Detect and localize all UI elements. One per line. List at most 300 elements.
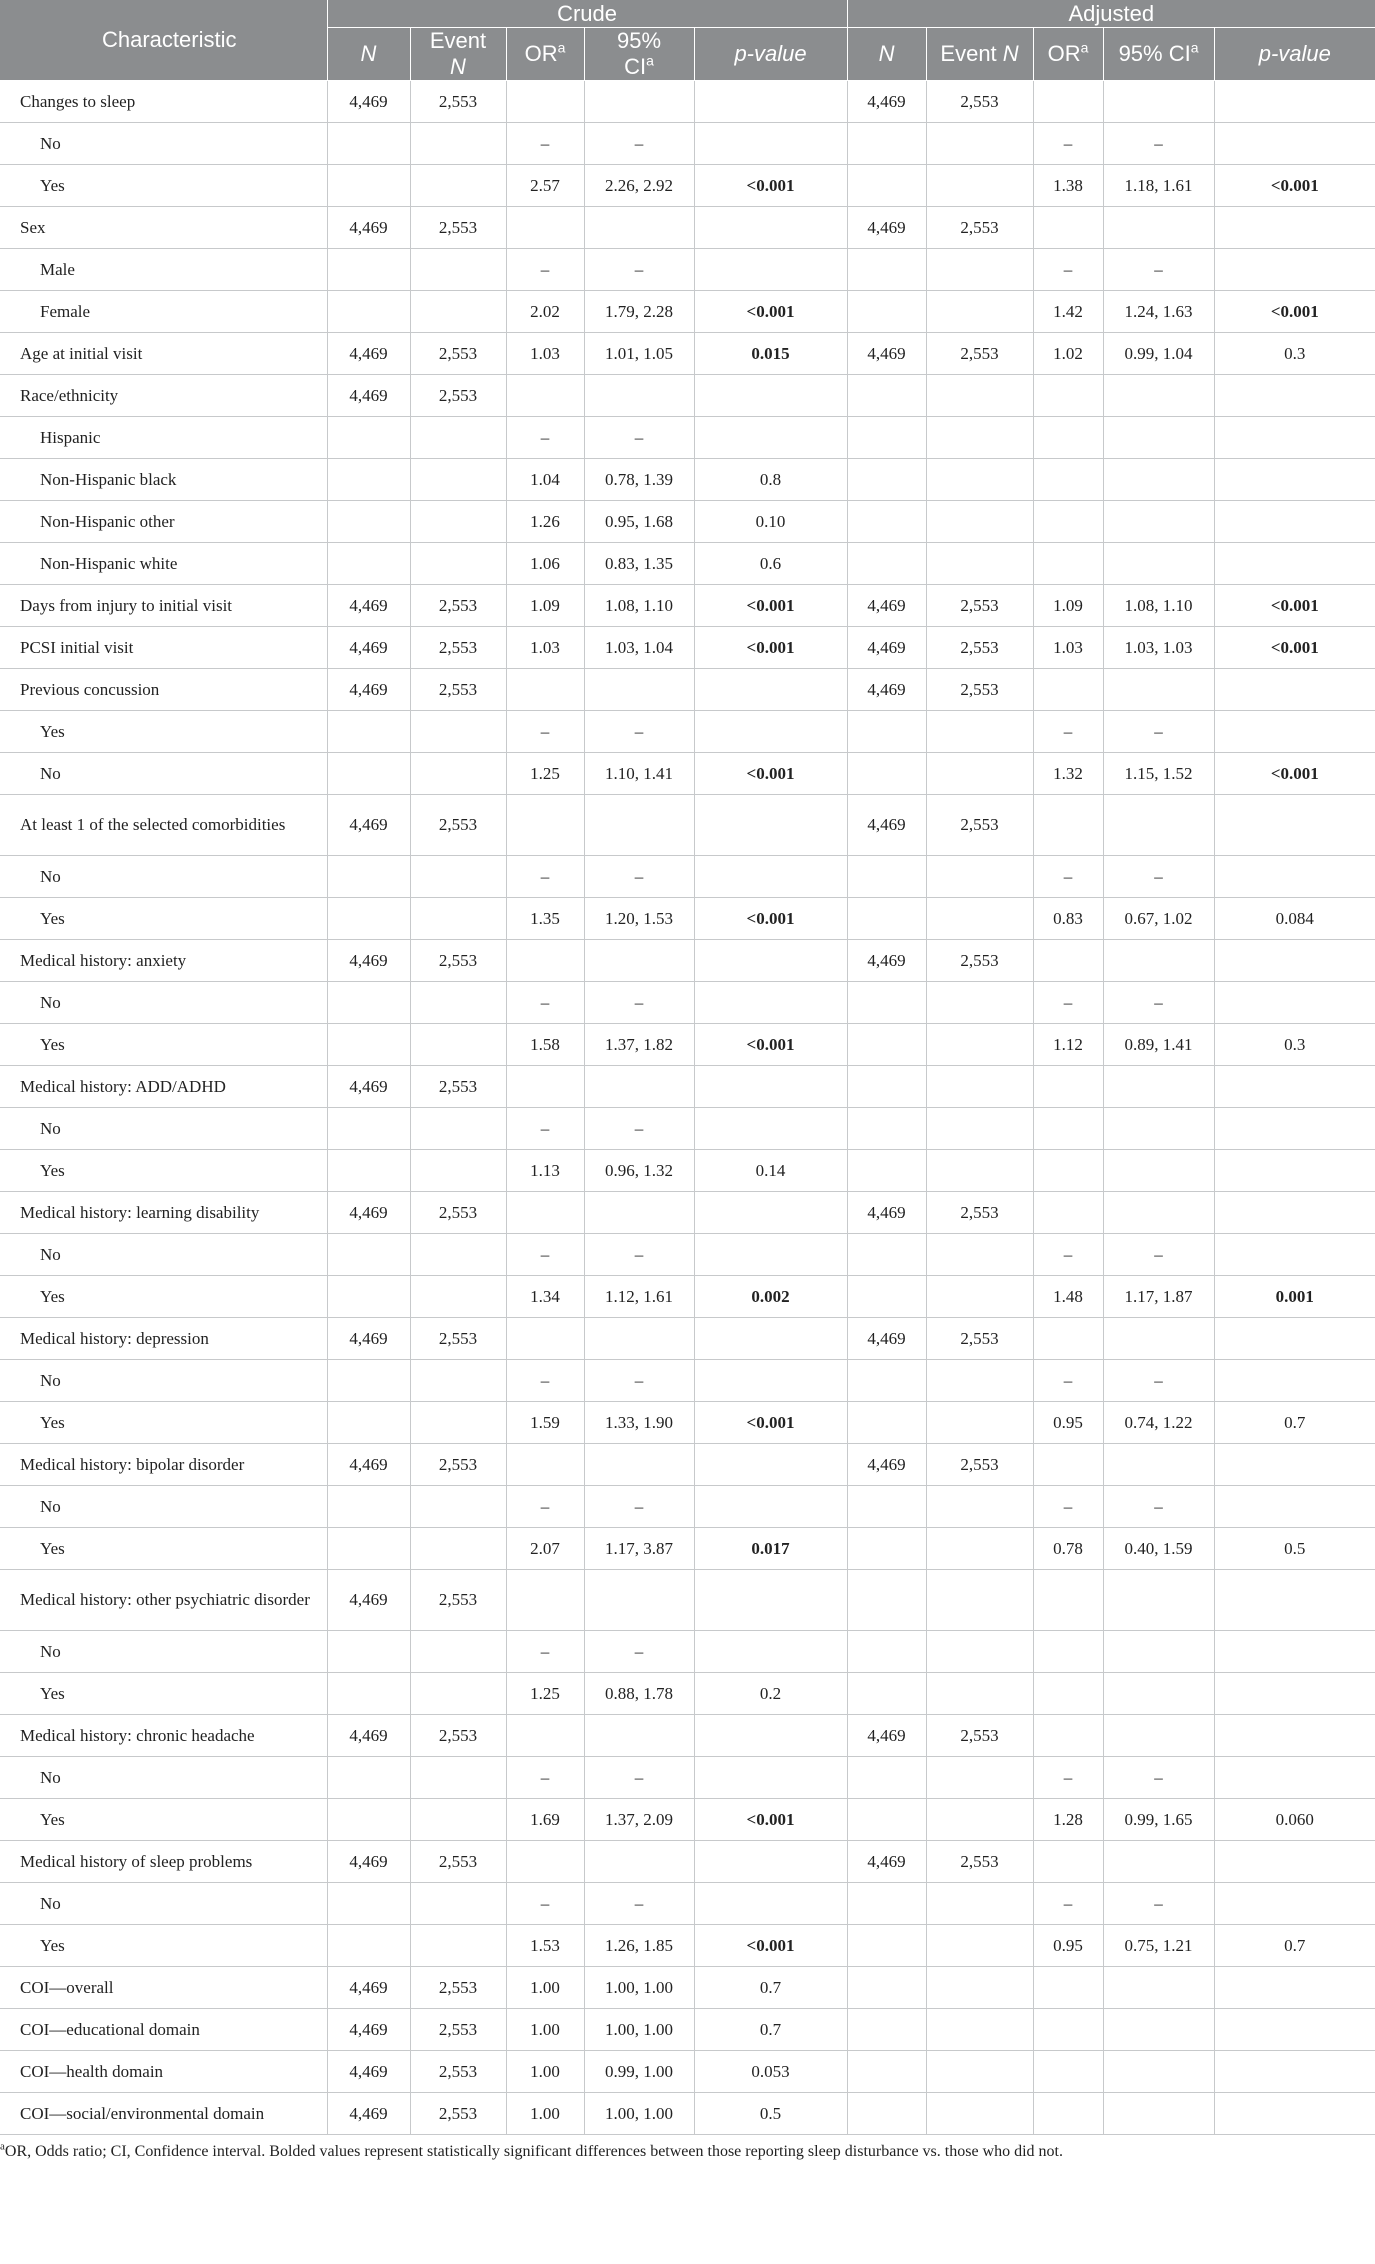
- cell-crude-p-value: [694, 940, 847, 982]
- cell-crude-n: [327, 1486, 410, 1528]
- cell-adjusted-event-n: [926, 501, 1033, 543]
- cell-crude-or: 1.59: [506, 1402, 584, 1444]
- cell-adjusted-ci: [1103, 1631, 1214, 1673]
- cell-crude-event-n: 2,553: [410, 1841, 506, 1883]
- cell-adjusted-event-n: [926, 123, 1033, 165]
- cell-adjusted-ci: [1103, 1715, 1214, 1757]
- cell-adjusted-n: [847, 1757, 926, 1799]
- cell-crude-n: [327, 291, 410, 333]
- table-row: [0, 207, 1375, 249]
- cell-crude-ci: 1.33, 1.90: [584, 1402, 694, 1444]
- cell-crude-event-n: [410, 459, 506, 501]
- cell-adjusted-or: 1.38: [1033, 165, 1103, 207]
- cell-adjusted-p-value: [1214, 2051, 1375, 2093]
- cell-crude-ci: [584, 81, 694, 123]
- header-adjusted-event-n: Event N: [926, 28, 1033, 81]
- row-label: Medical history: anxiety: [0, 940, 327, 982]
- cell-adjusted-or: [1033, 2051, 1103, 2093]
- cell-crude-event-n: [410, 165, 506, 207]
- cell-crude-p-value: [694, 1192, 847, 1234]
- cell-adjusted-p-value: <0.001: [1214, 753, 1375, 795]
- cell-adjusted-n: [847, 982, 926, 1024]
- cell-adjusted-n: [847, 753, 926, 795]
- cell-adjusted-p-value: [1214, 1234, 1375, 1276]
- header-adjusted-ci: 95% $CI^a$: [1103, 28, 1214, 81]
- row-label: No: [0, 1234, 327, 1276]
- cell-crude-event-n: [410, 1108, 506, 1150]
- cell-crude-ci: –: [584, 1108, 694, 1150]
- cell-adjusted-or: [1033, 543, 1103, 585]
- cell-adjusted-n: [847, 1276, 926, 1318]
- row-label: No: [0, 982, 327, 1024]
- cell-adjusted-n: 4,469: [847, 585, 926, 627]
- cell-adjusted-p-value: [1214, 1715, 1375, 1757]
- cell-crude-ci: [584, 375, 694, 417]
- cell-crude-p-value: [694, 1234, 847, 1276]
- cell-adjusted-p-value: [1214, 459, 1375, 501]
- table-row: [0, 459, 1375, 501]
- table-row: [0, 585, 1375, 627]
- cell-adjusted-or: [1033, 2093, 1103, 2135]
- cell-crude-or: [506, 1715, 584, 1757]
- cell-adjusted-or: [1033, 81, 1103, 123]
- cell-adjusted-event-n: [926, 1066, 1033, 1108]
- row-label: Medical history of sleep problems: [0, 1841, 327, 1883]
- cell-crude-n: 4,469: [327, 1570, 410, 1631]
- cell-crude-or: 1.04: [506, 459, 584, 501]
- cell-adjusted-ci: –: [1103, 1486, 1214, 1528]
- table-row: [0, 1570, 1375, 1631]
- cell-adjusted-ci: [1103, 1066, 1214, 1108]
- cell-crude-or: 1.53: [506, 1925, 584, 1967]
- row-label: Sex: [0, 207, 327, 249]
- header-adjusted-or: $OR^a$: [1033, 28, 1103, 81]
- cell-adjusted-ci: 0.99, 1.65: [1103, 1799, 1214, 1841]
- cell-crude-p-value: 0.5: [694, 2093, 847, 2135]
- cell-crude-ci: –: [584, 417, 694, 459]
- cell-adjusted-ci: 1.08, 1.10: [1103, 585, 1214, 627]
- cell-crude-ci: [584, 1066, 694, 1108]
- row-label: Yes: [0, 1528, 327, 1570]
- cell-adjusted-event-n: [926, 1528, 1033, 1570]
- cell-crude-n: [327, 1799, 410, 1841]
- cell-adjusted-event-n: [926, 1925, 1033, 1967]
- cell-adjusted-or: [1033, 1570, 1103, 1631]
- cell-adjusted-or: [1033, 1631, 1103, 1673]
- cell-crude-or: [506, 375, 584, 417]
- cell-crude-ci: –: [584, 711, 694, 753]
- row-label: COI—health domain: [0, 2051, 327, 2093]
- table-row: [0, 2051, 1375, 2093]
- cell-adjusted-n: [847, 1799, 926, 1841]
- cell-crude-or: [506, 1192, 584, 1234]
- cell-crude-event-n: 2,553: [410, 1318, 506, 1360]
- cell-adjusted-n: [847, 123, 926, 165]
- cell-adjusted-p-value: [1214, 123, 1375, 165]
- cell-adjusted-n: [847, 543, 926, 585]
- cell-crude-event-n: 2,553: [410, 585, 506, 627]
- cell-crude-event-n: [410, 1234, 506, 1276]
- cell-crude-event-n: 2,553: [410, 1570, 506, 1631]
- cell-adjusted-ci: [1103, 1673, 1214, 1715]
- row-label: Previous concussion: [0, 669, 327, 711]
- cell-crude-event-n: [410, 1276, 506, 1318]
- cell-crude-p-value: [694, 417, 847, 459]
- cell-crude-or: [506, 1570, 584, 1631]
- cell-crude-or: –: [506, 1883, 584, 1925]
- cell-crude-ci: 0.99, 1.00: [584, 2051, 694, 2093]
- cell-adjusted-n: [847, 1528, 926, 1570]
- row-label: Medical history: depression: [0, 1318, 327, 1360]
- cell-crude-n: [327, 1757, 410, 1799]
- cell-crude-ci: 1.26, 1.85: [584, 1925, 694, 1967]
- cell-crude-or: 1.35: [506, 898, 584, 940]
- cell-adjusted-p-value: 0.5: [1214, 1528, 1375, 1570]
- cell-crude-event-n: 2,553: [410, 940, 506, 982]
- cell-adjusted-event-n: 2,553: [926, 333, 1033, 375]
- cell-adjusted-ci: [1103, 2009, 1214, 2051]
- cell-crude-ci: 1.20, 1.53: [584, 898, 694, 940]
- cell-crude-ci: 1.08, 1.10: [584, 585, 694, 627]
- cell-crude-p-value: [694, 249, 847, 291]
- cell-adjusted-p-value: [1214, 1192, 1375, 1234]
- cell-crude-or: 1.03: [506, 627, 584, 669]
- cell-adjusted-ci: –: [1103, 1234, 1214, 1276]
- cell-adjusted-ci: 1.24, 1.63: [1103, 291, 1214, 333]
- cell-crude-or: 2.02: [506, 291, 584, 333]
- cell-crude-n: 4,469: [327, 795, 410, 856]
- cell-adjusted-p-value: <0.001: [1214, 165, 1375, 207]
- cell-adjusted-or: [1033, 501, 1103, 543]
- cell-crude-p-value: 0.002: [694, 1276, 847, 1318]
- table-row: [0, 1841, 1375, 1883]
- cell-adjusted-p-value: [1214, 2093, 1375, 2135]
- cell-crude-ci: 1.79, 2.28: [584, 291, 694, 333]
- cell-crude-n: 4,469: [327, 1066, 410, 1108]
- cell-crude-ci: [584, 1570, 694, 1631]
- cell-crude-n: [327, 1108, 410, 1150]
- cell-adjusted-p-value: [1214, 375, 1375, 417]
- cell-crude-event-n: [410, 856, 506, 898]
- row-label: Yes: [0, 1673, 327, 1715]
- cell-adjusted-n: [847, 459, 926, 501]
- cell-crude-event-n: [410, 1757, 506, 1799]
- cell-adjusted-or: [1033, 2009, 1103, 2051]
- cell-crude-or: 1.25: [506, 1673, 584, 1715]
- cell-crude-p-value: [694, 711, 847, 753]
- cell-adjusted-n: 4,469: [847, 1715, 926, 1757]
- cell-crude-event-n: [410, 1528, 506, 1570]
- cell-adjusted-or: 1.02: [1033, 333, 1103, 375]
- cell-crude-ci: –: [584, 856, 694, 898]
- cell-adjusted-n: 4,469: [847, 669, 926, 711]
- cell-crude-p-value: [694, 1108, 847, 1150]
- table-row: [0, 1528, 1375, 1570]
- cell-adjusted-or: [1033, 375, 1103, 417]
- cell-crude-or: –: [506, 856, 584, 898]
- cell-adjusted-n: [847, 165, 926, 207]
- cell-crude-p-value: 0.053: [694, 2051, 847, 2093]
- cell-crude-n: 4,469: [327, 375, 410, 417]
- cell-adjusted-n: [847, 898, 926, 940]
- table-row: [0, 1799, 1375, 1841]
- cell-adjusted-n: 4,469: [847, 1318, 926, 1360]
- cell-adjusted-p-value: [1214, 1444, 1375, 1486]
- cell-adjusted-n: 4,469: [847, 1192, 926, 1234]
- cell-crude-p-value: <0.001: [694, 898, 847, 940]
- cell-crude-n: [327, 856, 410, 898]
- cell-crude-event-n: [410, 249, 506, 291]
- cell-adjusted-or: [1033, 1444, 1103, 1486]
- cell-crude-ci: –: [584, 1631, 694, 1673]
- cell-crude-event-n: [410, 291, 506, 333]
- cell-adjusted-p-value: 0.7: [1214, 1925, 1375, 1967]
- row-label: Medical history: other psychiatric disorder: [0, 1570, 327, 1631]
- cell-adjusted-ci: [1103, 417, 1214, 459]
- table-row: [0, 627, 1375, 669]
- cell-adjusted-p-value: [1214, 207, 1375, 249]
- cell-crude-or: 1.00: [506, 2009, 584, 2051]
- cell-adjusted-n: [847, 1108, 926, 1150]
- table-row: [0, 1444, 1375, 1486]
- cell-adjusted-ci: 1.17, 1.87: [1103, 1276, 1214, 1318]
- cell-adjusted-event-n: 2,553: [926, 795, 1033, 856]
- cell-adjusted-event-n: 2,553: [926, 940, 1033, 982]
- cell-adjusted-p-value: 0.084: [1214, 898, 1375, 940]
- cell-crude-p-value: <0.001: [694, 291, 847, 333]
- row-label: Medical history: ADD/ADHD: [0, 1066, 327, 1108]
- cell-adjusted-ci: 1.03, 1.03: [1103, 627, 1214, 669]
- cell-adjusted-p-value: 0.060: [1214, 1799, 1375, 1841]
- cell-adjusted-event-n: [926, 856, 1033, 898]
- cell-adjusted-or: [1033, 1715, 1103, 1757]
- cell-adjusted-n: [847, 1234, 926, 1276]
- cell-crude-ci: 1.03, 1.04: [584, 627, 694, 669]
- cell-crude-event-n: [410, 501, 506, 543]
- cell-adjusted-or: [1033, 795, 1103, 856]
- cell-adjusted-event-n: 2,553: [926, 669, 1033, 711]
- cell-adjusted-n: [847, 2009, 926, 2051]
- row-label: No: [0, 1486, 327, 1528]
- cell-adjusted-or: –: [1033, 982, 1103, 1024]
- cell-adjusted-event-n: 2,553: [926, 627, 1033, 669]
- cell-crude-p-value: [694, 1841, 847, 1883]
- cell-adjusted-p-value: [1214, 856, 1375, 898]
- cell-crude-event-n: [410, 1024, 506, 1066]
- cell-adjusted-p-value: [1214, 1757, 1375, 1799]
- cell-adjusted-event-n: [926, 1402, 1033, 1444]
- cell-crude-or: [506, 1318, 584, 1360]
- cell-crude-n: [327, 249, 410, 291]
- row-label: Yes: [0, 165, 327, 207]
- cell-adjusted-p-value: [1214, 417, 1375, 459]
- cell-crude-ci: –: [584, 1360, 694, 1402]
- cell-adjusted-ci: [1103, 501, 1214, 543]
- cell-adjusted-ci: –: [1103, 249, 1214, 291]
- cell-crude-or: 1.58: [506, 1024, 584, 1066]
- cell-crude-ci: [584, 669, 694, 711]
- table-row: [0, 81, 1375, 123]
- cell-adjusted-p-value: 0.001: [1214, 1276, 1375, 1318]
- cell-crude-n: [327, 1150, 410, 1192]
- row-label: COI—social/environmental domain: [0, 2093, 327, 2135]
- cell-crude-event-n: [410, 753, 506, 795]
- header-crude-ci: 95% $CI^a$: [584, 28, 694, 81]
- cell-adjusted-or: 1.42: [1033, 291, 1103, 333]
- cell-adjusted-or: [1033, 1967, 1103, 2009]
- cell-crude-event-n: [410, 1883, 506, 1925]
- cell-crude-ci: 1.00, 1.00: [584, 1967, 694, 2009]
- cell-adjusted-ci: –: [1103, 123, 1214, 165]
- cell-adjusted-or: [1033, 459, 1103, 501]
- cell-adjusted-event-n: [926, 249, 1033, 291]
- cell-adjusted-event-n: 2,553: [926, 1841, 1033, 1883]
- cell-crude-p-value: [694, 1883, 847, 1925]
- cell-crude-p-value: [694, 1360, 847, 1402]
- cell-crude-event-n: 2,553: [410, 375, 506, 417]
- cell-crude-n: [327, 982, 410, 1024]
- cell-crude-p-value: [694, 207, 847, 249]
- cell-adjusted-ci: –: [1103, 1360, 1214, 1402]
- row-label: No: [0, 1757, 327, 1799]
- row-label: Non-Hispanic white: [0, 543, 327, 585]
- cell-adjusted-event-n: [926, 1108, 1033, 1150]
- row-label: Race/ethnicity: [0, 375, 327, 417]
- cell-adjusted-p-value: 0.3: [1214, 333, 1375, 375]
- cell-adjusted-n: [847, 1673, 926, 1715]
- cell-adjusted-p-value: [1214, 940, 1375, 982]
- table-row: [0, 1883, 1375, 1925]
- cell-adjusted-n: [847, 249, 926, 291]
- cell-adjusted-n: 4,469: [847, 627, 926, 669]
- cell-crude-event-n: 2,553: [410, 1192, 506, 1234]
- cell-crude-n: 4,469: [327, 1967, 410, 2009]
- cell-crude-event-n: 2,553: [410, 1715, 506, 1757]
- cell-crude-ci: 1.17, 3.87: [584, 1528, 694, 1570]
- cell-adjusted-ci: –: [1103, 1883, 1214, 1925]
- cell-adjusted-n: [847, 1066, 926, 1108]
- cell-crude-p-value: [694, 1444, 847, 1486]
- cell-crude-ci: 1.10, 1.41: [584, 753, 694, 795]
- row-label: Medical history: bipolar disorder: [0, 1444, 327, 1486]
- cell-crude-n: [327, 123, 410, 165]
- cell-crude-or: [506, 207, 584, 249]
- cell-crude-ci: 1.00, 1.00: [584, 2093, 694, 2135]
- row-label: Yes: [0, 711, 327, 753]
- cell-adjusted-p-value: [1214, 669, 1375, 711]
- cell-adjusted-or: 1.48: [1033, 1276, 1103, 1318]
- header-crude-or: $OR^a$: [506, 28, 584, 81]
- cell-adjusted-p-value: [1214, 1066, 1375, 1108]
- cell-adjusted-or: [1033, 1108, 1103, 1150]
- cell-crude-n: 4,469: [327, 207, 410, 249]
- cell-adjusted-or: –: [1033, 1883, 1103, 1925]
- cell-crude-ci: –: [584, 249, 694, 291]
- cell-adjusted-event-n: [926, 2009, 1033, 2051]
- cell-adjusted-or: [1033, 1066, 1103, 1108]
- cell-crude-or: –: [506, 1108, 584, 1150]
- cell-crude-p-value: [694, 1486, 847, 1528]
- table-row: [0, 333, 1375, 375]
- row-label: No: [0, 1360, 327, 1402]
- cell-crude-p-value: 0.14: [694, 1150, 847, 1192]
- cell-adjusted-p-value: <0.001: [1214, 585, 1375, 627]
- table-row: [0, 1108, 1375, 1150]
- table-row: [0, 417, 1375, 459]
- cell-adjusted-n: [847, 856, 926, 898]
- cell-adjusted-ci: 1.18, 1.61: [1103, 165, 1214, 207]
- cell-adjusted-p-value: [1214, 1967, 1375, 2009]
- cell-adjusted-n: 4,469: [847, 207, 926, 249]
- cell-crude-ci: 0.78, 1.39: [584, 459, 694, 501]
- table-row: [0, 123, 1375, 165]
- cell-crude-n: [327, 459, 410, 501]
- cell-adjusted-n: [847, 1883, 926, 1925]
- cell-crude-ci: [584, 940, 694, 982]
- cell-adjusted-event-n: 2,553: [926, 1715, 1033, 1757]
- cell-adjusted-n: [847, 501, 926, 543]
- cell-adjusted-n: 4,469: [847, 1444, 926, 1486]
- cell-adjusted-or: –: [1033, 1486, 1103, 1528]
- cell-crude-p-value: 0.015: [694, 333, 847, 375]
- cell-crude-or: 1.26: [506, 501, 584, 543]
- table-row: [0, 982, 1375, 1024]
- cell-adjusted-event-n: [926, 982, 1033, 1024]
- row-label: Yes: [0, 1024, 327, 1066]
- row-label: Female: [0, 291, 327, 333]
- cell-adjusted-p-value: 0.7: [1214, 1402, 1375, 1444]
- cell-crude-event-n: 2,553: [410, 81, 506, 123]
- table-row: [0, 711, 1375, 753]
- footnote-text: OR, Odds ratio; CI, Confidence interval. Bolded values represent statistically significant differences between those reporting sleep disturbance vs. those who did not.: [4, 2143, 1063, 2160]
- table-row: [0, 1925, 1375, 1967]
- cell-adjusted-event-n: [926, 1276, 1033, 1318]
- table-header: [0, 0, 1375, 81]
- cell-adjusted-p-value: <0.001: [1214, 627, 1375, 669]
- footnote-marker: a: [0, 2140, 5, 2153]
- cell-crude-or: 2.57: [506, 165, 584, 207]
- cell-crude-p-value: 0.7: [694, 2009, 847, 2051]
- cell-adjusted-p-value: [1214, 2009, 1375, 2051]
- cell-crude-or: 1.25: [506, 753, 584, 795]
- cell-adjusted-p-value: [1214, 1673, 1375, 1715]
- cell-adjusted-ci: [1103, 1108, 1214, 1150]
- cell-adjusted-n: [847, 1402, 926, 1444]
- cell-adjusted-n: [847, 375, 926, 417]
- cell-adjusted-ci: 1.15, 1.52: [1103, 753, 1214, 795]
- cell-crude-ci: 1.00, 1.00: [584, 2009, 694, 2051]
- cell-adjusted-event-n: [926, 2051, 1033, 2093]
- cell-adjusted-event-n: 2,553: [926, 1318, 1033, 1360]
- cell-adjusted-or: –: [1033, 711, 1103, 753]
- table-row: [0, 1360, 1375, 1402]
- cell-crude-ci: 1.01, 1.05: [584, 333, 694, 375]
- table-row: [0, 2009, 1375, 2051]
- table-row: [0, 1631, 1375, 1673]
- cell-crude-or: 1.00: [506, 2093, 584, 2135]
- cell-crude-ci: 1.37, 2.09: [584, 1799, 694, 1841]
- cell-crude-event-n: [410, 1631, 506, 1673]
- cell-adjusted-ci: [1103, 1570, 1214, 1631]
- cell-crude-or: [506, 940, 584, 982]
- cell-crude-n: [327, 711, 410, 753]
- cell-adjusted-or: [1033, 1841, 1103, 1883]
- cell-adjusted-n: [847, 1360, 926, 1402]
- cell-crude-event-n: 2,553: [410, 795, 506, 856]
- row-label: Male: [0, 249, 327, 291]
- cell-adjusted-event-n: [926, 1967, 1033, 2009]
- cell-crude-or: 1.69: [506, 1799, 584, 1841]
